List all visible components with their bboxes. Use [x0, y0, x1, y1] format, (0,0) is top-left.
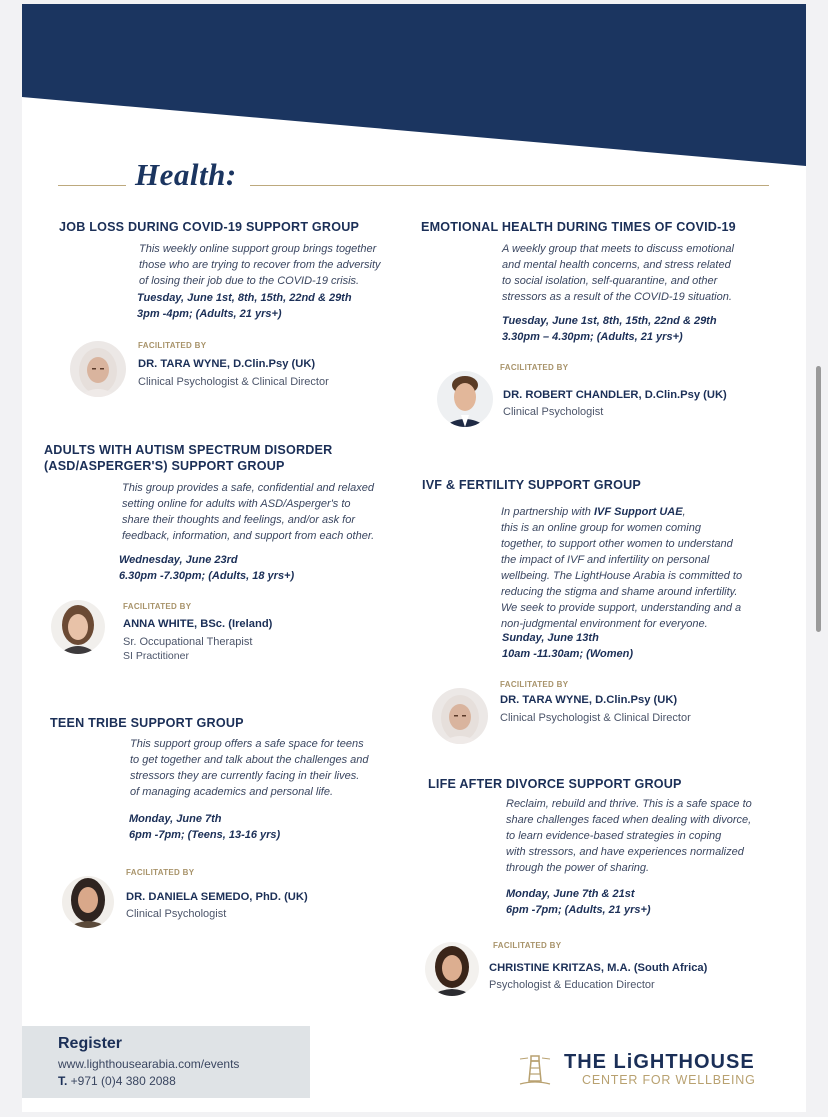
- heading-rule-right: [250, 185, 769, 186]
- facilitator-name: DR. TARA WYNE, D.Clin.Psy (UK): [138, 358, 316, 370]
- group-description: A weekly group that meets to discuss emotional and mental health concerns, and stress related to social isolation, self-quarantine, and other stressors as a result of the COVID-19 situation.: [502, 243, 734, 303]
- facilitated-by-label: FACILITATED BY: [123, 602, 192, 611]
- facilitator-name: ANNA WHITE, BSc. (Ireland): [123, 618, 273, 630]
- facilitator-photo: [62, 876, 114, 928]
- section-title: Health:: [135, 157, 237, 192]
- group-title: ADULTS WITH AUTISM SPECTRUM DISORDER: [44, 443, 333, 457]
- register-phone: T. +971 (0)4 380 2088: [58, 1074, 176, 1088]
- group-schedule: Wednesday, June 23rd 6.30pm -7.30pm; (Adults, 18 yrs+): [119, 554, 295, 582]
- facilitated-by-label: FACILITATED BY: [126, 868, 195, 877]
- group-schedule: Monday, June 7th & 21st 6pm -7pm; (Adults, 21 yrs+): [506, 888, 651, 916]
- logo-tagline: CENTER FOR WELLBEING: [582, 1073, 756, 1087]
- register-title: Register: [58, 1035, 123, 1052]
- facilitator-role: Clinical Psychologist & Clinical Director: [138, 376, 329, 388]
- facilitated-by-label: FACILITATED BY: [138, 341, 207, 350]
- group-schedule: Sunday, June 13th 10am -11.30am; (Women): [502, 632, 634, 660]
- facilitator-photo: [432, 688, 488, 744]
- group-description: This support group offers a safe space for teens to get together and talk about the challenges and stressors they are currently facing in their lives. of managing academics and personal life.: [130, 738, 369, 798]
- group-description: This group provides a safe, confidential and relaxed setting online for adults with ASD/Asperger's to share their thoughts and feelings, and/or ask for feedback, information, and support from each other.: [122, 482, 375, 542]
- facilitator-role: Sr. Occupational Therapist: [123, 636, 253, 648]
- facilitator-photo: [70, 341, 126, 397]
- facilitated-by-label: FACILITATED BY: [500, 363, 569, 372]
- facilitator-name: DR. ROBERT CHANDLER, D.Clin.Psy (UK): [503, 389, 727, 401]
- partner-name: IVF Support UAE: [593, 506, 683, 518]
- group-title: IVF & FERTILITY SUPPORT GROUP: [422, 478, 641, 492]
- scrollbar[interactable]: [816, 366, 821, 632]
- group-title: JOB LOSS DURING COVID-19 SUPPORT GROUP: [59, 220, 360, 234]
- group-title: TEEN TRIBE SUPPORT GROUP: [50, 716, 244, 730]
- group-title-line2: (ASD/ASPERGER'S) SUPPORT GROUP: [44, 459, 285, 473]
- group-title: EMOTIONAL HEALTH DURING TIMES OF COVID-19: [421, 220, 736, 234]
- facilitator-photo: [437, 371, 493, 427]
- group-title: LIFE AFTER DIVORCE SUPPORT GROUP: [428, 777, 682, 791]
- facilitator-name: DR. DANIELA SEMEDO, PhD. (UK): [126, 891, 308, 903]
- register-url[interactable]: www.lighthousearabia.com/events: [58, 1057, 240, 1071]
- lighthouse-icon: [518, 1053, 552, 1087]
- header-band: [22, 4, 806, 174]
- facilitator-role: Clinical Psychologist: [126, 908, 227, 920]
- facilitator-role: Clinical Psychologist: [503, 406, 604, 418]
- group-schedule: Tuesday, June 1st, 8th, 15th, 22nd & 29th 3.30pm – 4.30pm; (Adults, 21 yrs+): [502, 315, 717, 343]
- facilitator-role: SI Practitioner: [123, 650, 189, 662]
- flyer-page: [22, 4, 806, 1112]
- facilitator-photo: [425, 942, 479, 996]
- group-schedule: Tuesday, June 1st, 8th, 15th, 22nd & 29th 3pm -4pm; (Adults, 21 yrs+): [137, 292, 352, 320]
- facilitated-by-label: FACILITATED BY: [493, 941, 562, 950]
- group-description: In partnership with IVF Support UAE, this is an online group for women coming together, to support other women to understand the impact of IVF and infertility on personal wellbeing. The LightHouse Arabia is committed to reducing the stigma and shame around infertility. We seek to provide support, understanding and a non-judgmental environment for everyone.: [501, 506, 743, 630]
- register-box: [22, 1026, 310, 1098]
- facilitator-photo: [51, 600, 105, 654]
- logo-name: THE LiGHTHOUSE: [564, 1051, 755, 1073]
- facilitator-role: Psychologist & Education Director: [489, 979, 655, 991]
- facilitator-role: Clinical Psychologist & Clinical Director: [500, 712, 691, 724]
- heading-rule-left: [58, 185, 126, 186]
- group-schedule: Monday, June 7th 6pm -7pm; (Teens, 13-16 yrs): [129, 813, 281, 841]
- facilitator-name: DR. TARA WYNE, D.Clin.Psy (UK): [500, 694, 678, 706]
- facilitator-name: CHRISTINE KRITZAS, M.A. (South Africa): [489, 962, 708, 974]
- group-description: This weekly online support group brings together those who are trying to recover from the adversity of losing their job due to the COVID-19 crisis.: [139, 243, 381, 287]
- facilitated-by-label: FACILITATED BY: [500, 680, 569, 689]
- group-description: Reclaim, rebuild and thrive. This is a safe space to share challenges faced when dealing with divorce, to learn evidence-based strategies in coping with stressors, and have experiences normalized through the power of sharing.: [506, 798, 752, 874]
